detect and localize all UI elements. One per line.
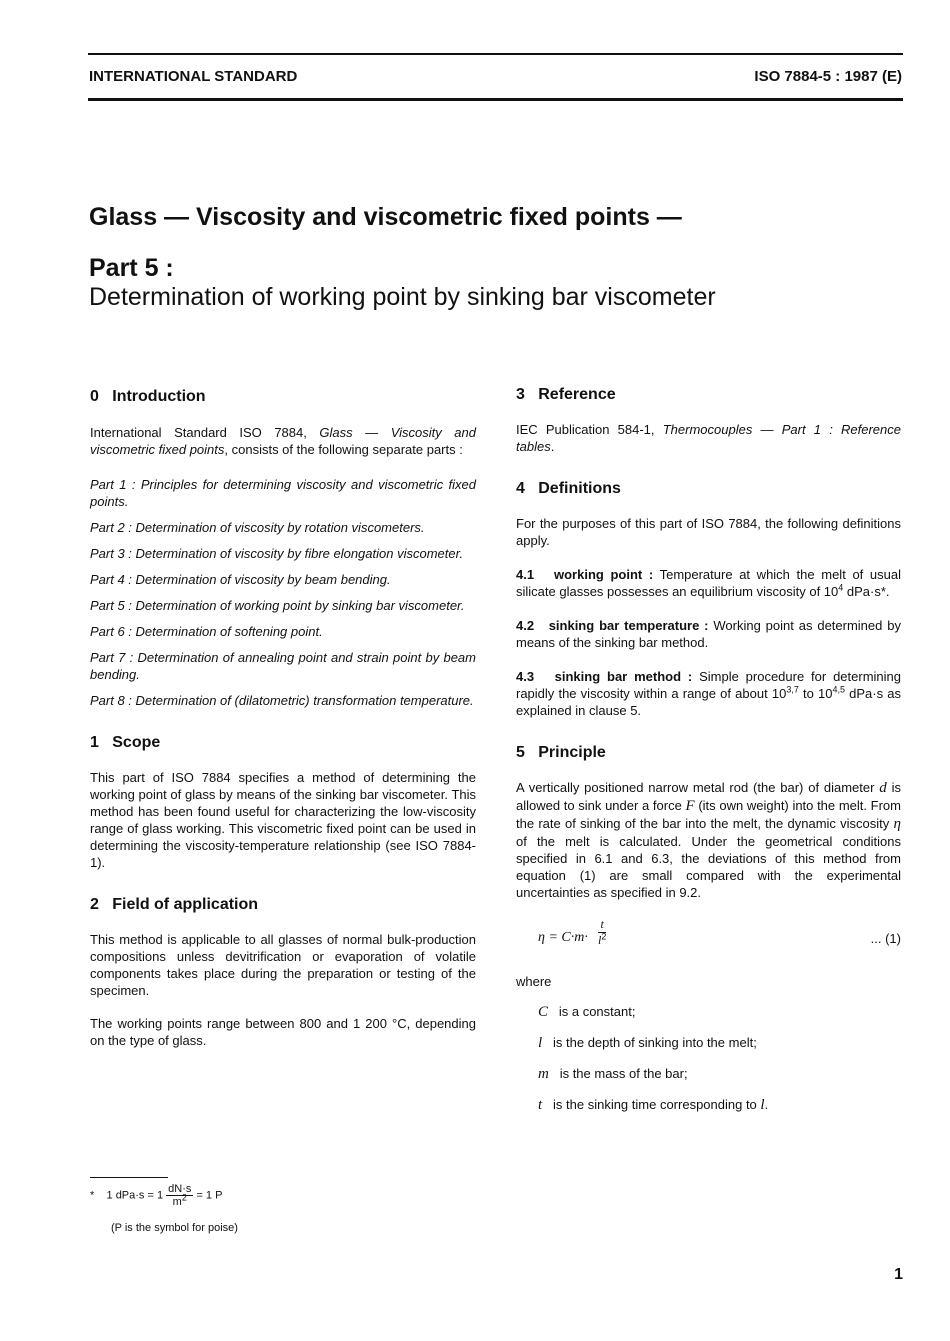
principle-c: (its own weight) into the melt. From the rate of sinking of the bar into the melt, the dynamic viscosity — [516, 798, 901, 831]
var-sym: t — [538, 1097, 543, 1113]
var-desc: is the depth of sinking into the melt; — [553, 1035, 757, 1050]
def-term: working point : — [553, 567, 654, 582]
principle-sym-eta: η — [893, 816, 901, 832]
definition-4-2 — [516, 617, 901, 651]
definitions-heading-num: 4 — [516, 480, 525, 497]
field-heading-num: 2 — [90, 896, 99, 913]
intro-p1-b: Glass — Viscosity and viscometric fixed points — [90, 425, 477, 457]
principle-e: of the melt is calculated. Under the geometrical conditions specified in 6.1 and 6.3, the deviations of this method from equation (1) are small compared with the experimental uncertainties as specified in 9.2. — [516, 834, 901, 900]
def-tail: dPa·s as explained in clause 5. — [516, 686, 901, 718]
principle-sym-F: F — [685, 798, 695, 814]
principle-b: is allowed to sink under a force — [516, 780, 901, 813]
part-item: Part 4 : Determination of viscosity by beam bending. — [90, 572, 391, 587]
var-tail: l — [760, 1097, 765, 1113]
header-right: ISO 7884-5 : 1987 (E) — [754, 68, 902, 85]
footnote-den-exp: 2 — [181, 1192, 187, 1203]
intro-heading-num: 0 — [90, 388, 99, 405]
equation-label: ... (1) — [870, 931, 901, 946]
definitions-intro: For the purposes of this part of ISO 7884, the following definitions apply. — [516, 516, 901, 548]
part-item: Part 8 : Determination of (dilatometric) transformation temperature. — [90, 693, 474, 708]
var-desc: is the sinking time corresponding to — [553, 1097, 761, 1112]
footnote-rule — [90, 1177, 168, 1178]
header-left: INTERNATIONAL STANDARD — [89, 68, 298, 85]
header-top-rule — [88, 53, 903, 55]
var-desc: is a constant; — [558, 1004, 636, 1019]
def-exp: 4 — [838, 582, 844, 593]
footnote-num: dN·s — [168, 1183, 192, 1195]
scope-heading — [90, 734, 476, 752]
title-line1: Glass — Viscosity and viscometric fixed points — — [89, 203, 682, 231]
def-num: 4.3 — [516, 669, 535, 684]
page-number: 1 — [894, 1266, 903, 1283]
def-text: Working point as determined by means of the sinking bar method. — [516, 618, 901, 650]
part-item: Part 1 : Principles for determining viscosity and viscometric fixed points. — [90, 477, 476, 509]
var-item — [516, 1065, 901, 1083]
definition-4-3 — [516, 668, 901, 719]
reference-text — [516, 421, 901, 455]
equation-den-base: l — [598, 933, 602, 947]
part-item: Part 6 : Determination of softening point. — [90, 624, 323, 639]
reference-c: . — [550, 439, 555, 454]
principle-sym-d: d — [879, 780, 887, 796]
var-item — [516, 1034, 901, 1052]
scope-text: This part of ISO 7884 specifies a method of determining the working point of glass by means of the sinking bar viscometer. This method has been found useful for characterizing the low-viscosity range of glass working. This viscometric fixed point can be used in determining the viscosity-temperature relationship (see ISO 7884-1). — [90, 770, 476, 870]
var-sym: l — [538, 1035, 543, 1051]
intro-p1-c: , consists of the following separate parts : — [224, 442, 463, 457]
definitions-heading-text: Definitions — [538, 480, 621, 497]
def-num: 4.2 — [516, 618, 535, 633]
footnote-den-base: m — [172, 1196, 182, 1208]
right-column — [516, 386, 901, 1114]
reference-heading-num: 3 — [516, 386, 525, 403]
def-tail: dPa·s*. — [843, 584, 890, 599]
principle-heading — [516, 744, 901, 762]
intro-heading-text: Introduction — [112, 388, 206, 405]
part-item: Part 2 : Determination of viscosity by rotation viscometers. — [90, 520, 425, 535]
scope-heading-text: Scope — [112, 734, 161, 751]
reference-b: Thermocouples — Part 1 : Reference tables — [516, 422, 901, 454]
var-item — [516, 1096, 901, 1114]
principle-a: A vertically positioned narrow metal rod (the bar) of diameter — [516, 780, 880, 795]
intro-p1-a: International Standard ISO 7884, — [90, 425, 320, 440]
footnote-star: * — [90, 1189, 95, 1202]
part-item: Part 7 : Determination of annealing point and strain point by beam bending. — [90, 650, 476, 682]
field-p2: The working points range between 800 and 1 200 °C, depending on the type of glass. — [90, 1016, 476, 1048]
scope-heading-num: 1 — [90, 734, 99, 751]
principle-text — [516, 779, 901, 901]
equation-lhs: η = C·m· — [538, 930, 588, 945]
def-mid: to 10 — [798, 686, 833, 701]
var-sym: C — [538, 1004, 549, 1020]
def-num: 4.1 — [516, 567, 535, 582]
definition-4-1 — [516, 566, 901, 600]
var-end: . — [764, 1097, 769, 1112]
field-p1: This method is applicable to all glasses of normal bulk-production compositions unless devitrification or evaporation of volatile components takes place during the preparation or testing of the specimen. — [90, 932, 476, 998]
left-column — [90, 388, 476, 1049]
var-desc: is the mass of the bar; — [559, 1066, 688, 1081]
var-sym: m — [538, 1066, 549, 1082]
def-exp2: 4,5 — [832, 684, 845, 695]
part-item: Part 3 : Determination of viscosity by fibre elongation viscometer. — [90, 546, 464, 561]
reference-heading-text: Reference — [538, 386, 616, 403]
equation-den-exp: 2 — [601, 931, 607, 942]
def-term: sinking bar temperature : — [548, 618, 709, 633]
footnote-rhs: = 1 P — [196, 1189, 223, 1202]
reference-a: IEC Publication 584-1, — [516, 422, 663, 437]
part-item: Part 5 : Determination of working point by sinking bar viscometer. — [90, 598, 465, 613]
where-label: where — [516, 974, 552, 989]
def-exp1: 3,7 — [786, 684, 799, 695]
footnote-lhs: 1 dPa·s = 1 — [106, 1189, 164, 1202]
def-term: sinking bar method : — [554, 669, 693, 684]
equation — [516, 917, 901, 961]
intro-paragraph — [90, 424, 476, 458]
equation-num: t — [598, 917, 606, 933]
equation-fraction — [598, 917, 606, 948]
title-line3: Determination of working point by sinking bar viscometer — [89, 283, 716, 311]
footnote-fraction — [166, 1183, 193, 1208]
var-item — [516, 1003, 901, 1021]
def-text: Simple procedure for determining rapidly the viscosity within a range of about 10 — [516, 669, 902, 701]
footnote-den — [166, 1192, 193, 1208]
footnote-note: (P is the symbol for poise) — [111, 1222, 238, 1234]
header-bottom-rule — [88, 98, 903, 101]
principle-heading-text: Principle — [538, 744, 606, 761]
field-heading-text: Field of application — [112, 896, 259, 913]
reference-heading — [516, 386, 901, 404]
intro-heading — [90, 388, 476, 406]
principle-heading-num: 5 — [516, 744, 525, 761]
equation-den — [598, 933, 606, 948]
definitions-heading — [516, 480, 901, 498]
footnote — [90, 1183, 222, 1208]
def-text: Temperature at which the melt of usual silicate glasses possesses an equilibrium viscosity of 10 — [516, 567, 901, 599]
field-heading — [90, 896, 476, 914]
title-part: Part 5 : — [89, 254, 174, 282]
